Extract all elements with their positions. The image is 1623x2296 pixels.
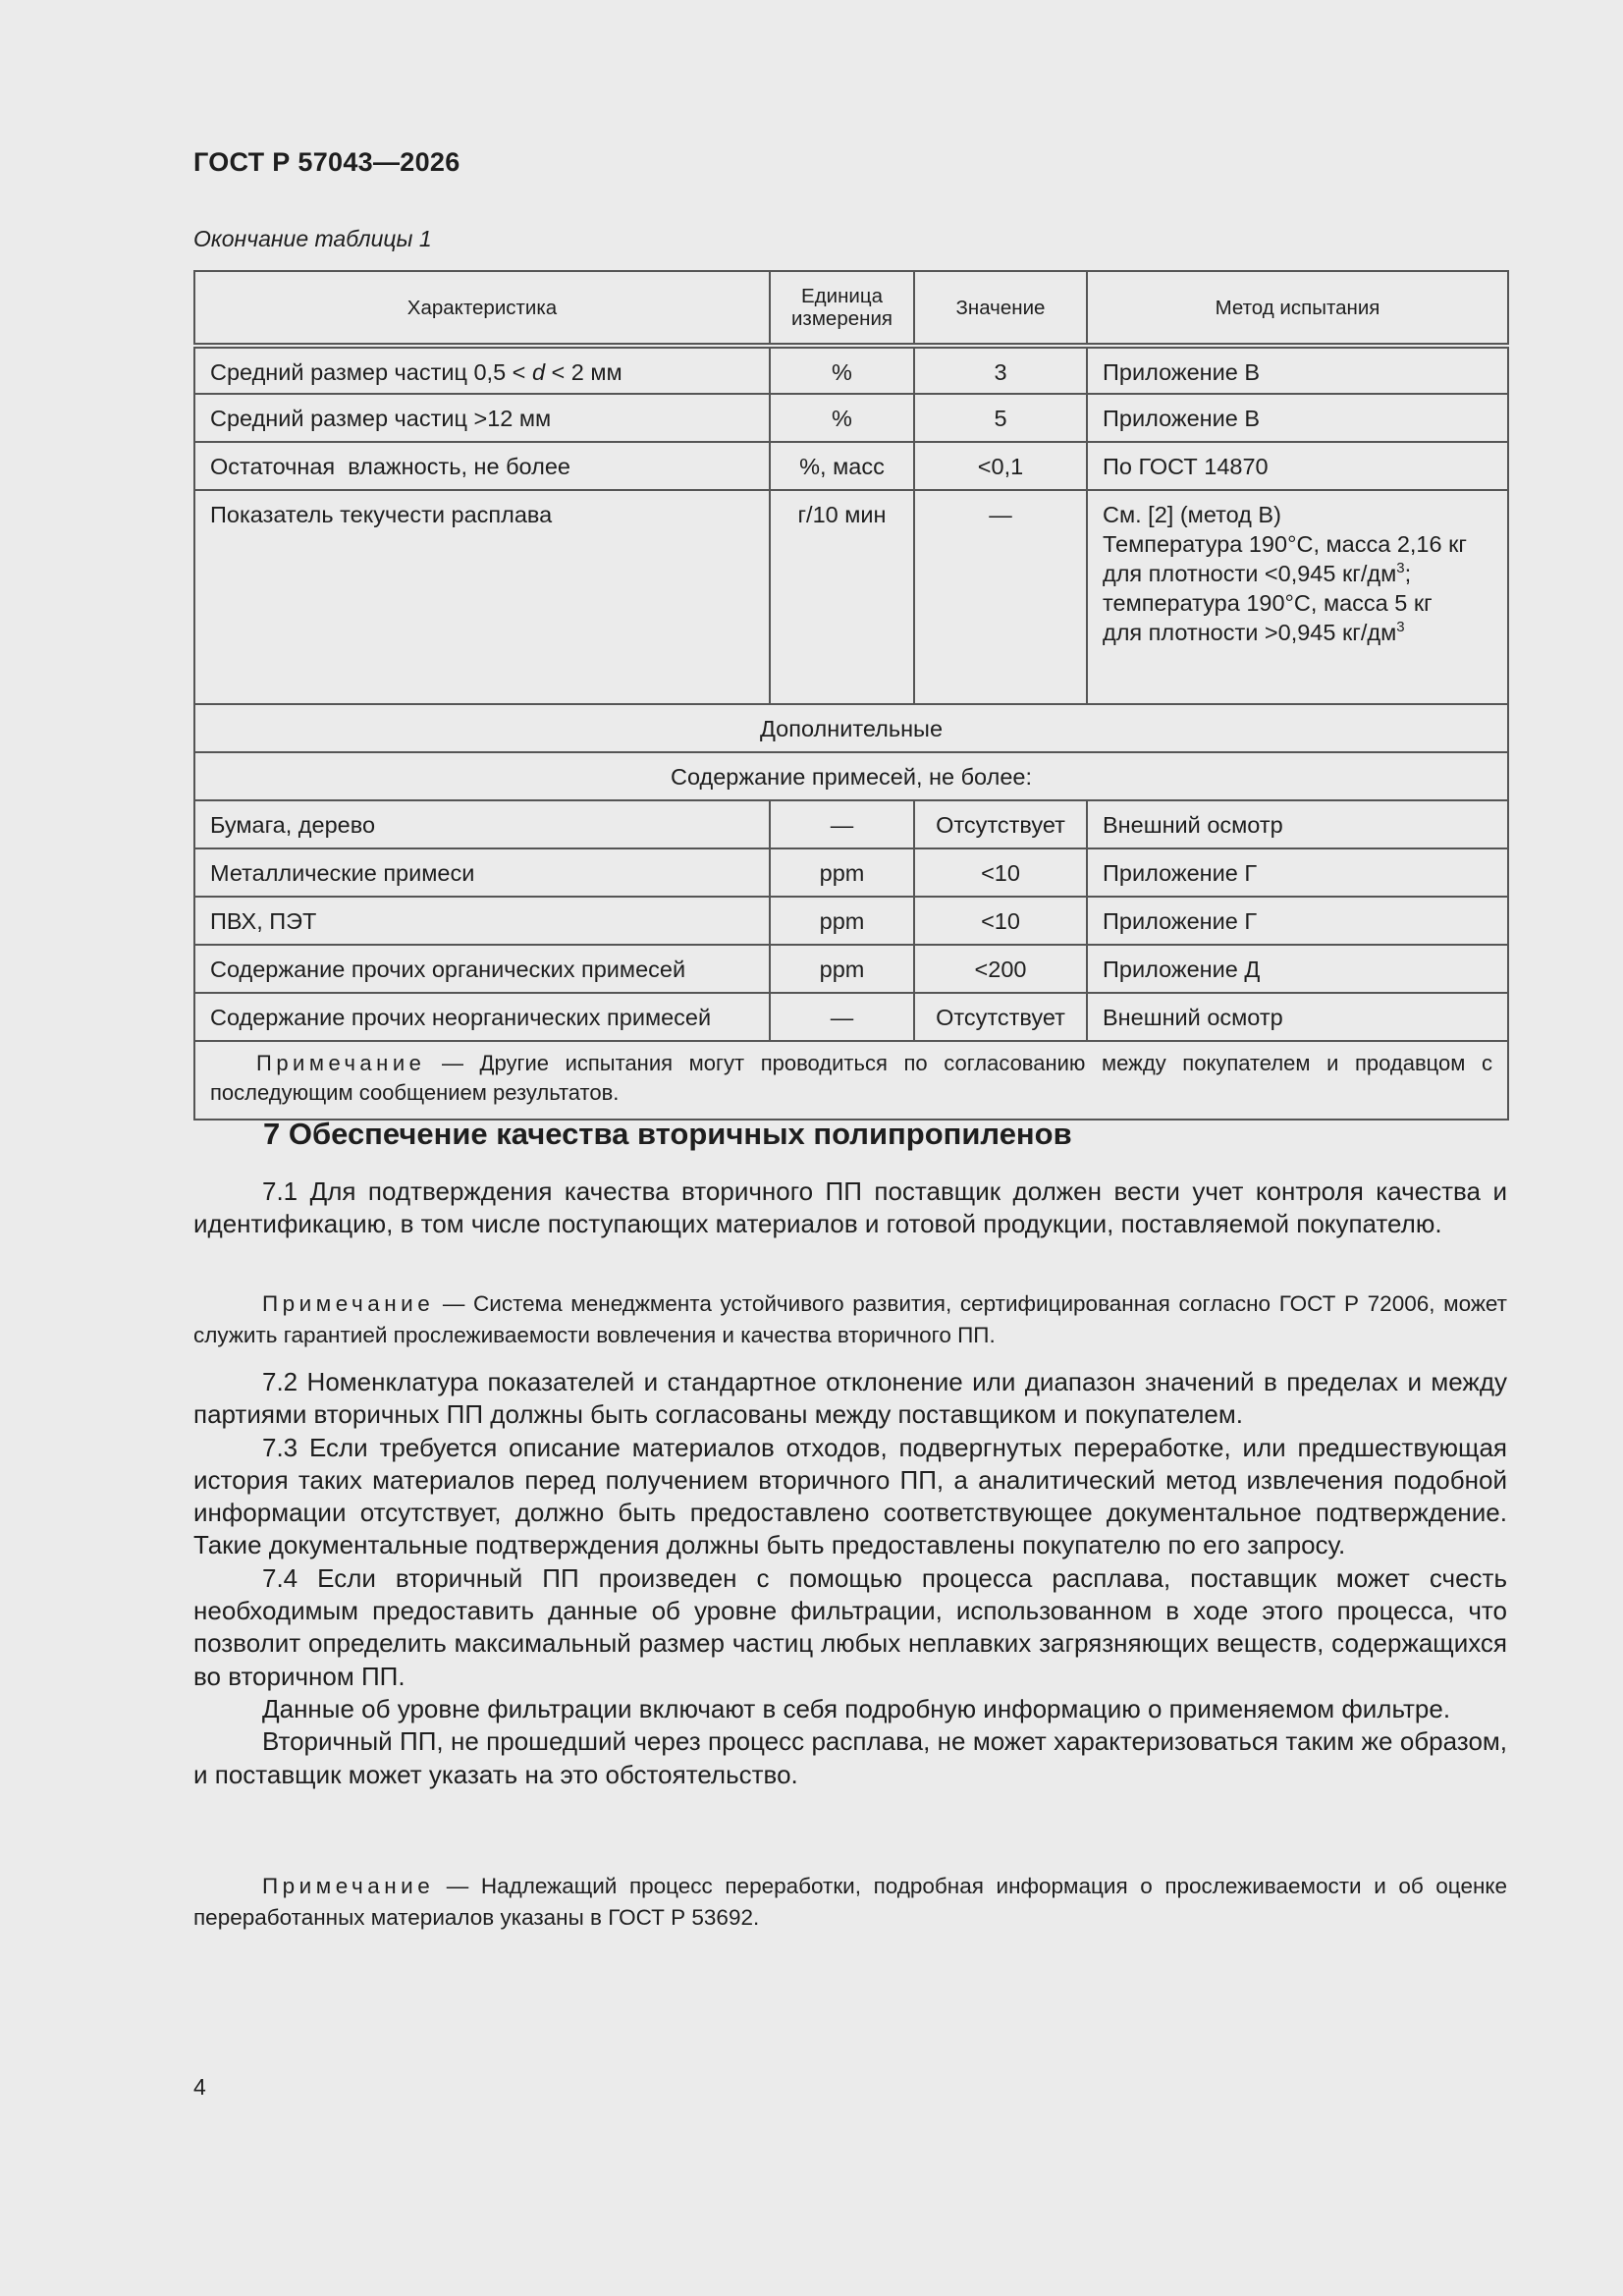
page-number: 4 [193, 2074, 206, 2100]
paragraph-7-2: 7.2 Номенклатура показателей и стандартное отклонение или диапазон значений в пределах и между партиями вторичных ПП должны быть согласованы между поставщиком и покупателем. [193, 1367, 1507, 1430]
paragraphs-7-2-to-7-4 [193, 1366, 1507, 1791]
paragraph-filter-data: Данные об уровне фильтрации включают в себя подробную информацию о применяемом фильтре. [262, 1693, 1451, 1723]
cell-method: Приложение Г [1087, 848, 1508, 897]
table-row [194, 394, 1508, 442]
col-header-characteristic: Характеристика [194, 271, 770, 346]
table-row [194, 490, 1508, 704]
note-label: Примечание [262, 1874, 435, 1898]
table-row [194, 704, 1508, 752]
table-row [194, 848, 1508, 897]
document-code: ГОСТ Р 57043—2026 [193, 147, 460, 177]
paragraph-non-melt: Вторичный ПП, не прошедший через процесс расплава, не может характеризоваться таким же образом, и поставщик может указать на это обстоятельство. [193, 1726, 1507, 1789]
col-header-method: Метод испытания [1087, 271, 1508, 346]
table-caption: Окончание таблицы 1 [193, 226, 432, 251]
table-row [194, 800, 1508, 848]
cell-value: <10 [914, 848, 1087, 897]
table-row [194, 945, 1508, 993]
table-header-row [194, 271, 1508, 346]
cell-unit: % [770, 394, 914, 442]
group-header-impurities: Содержание примесей, не более: [194, 752, 1508, 800]
section-title: 7 Обеспечение качества вторичных полипропиленов [263, 1117, 1072, 1151]
cell-unit: %, масс [770, 442, 914, 490]
cell-method: См. [2] (метод B) Температура 190°С, масса 2,16 кг для плотности <0,945 $кг/дм^3$; температура 190°С, масса 5 кг для плотности >0,945 $кг/дм^3$ [1087, 490, 1508, 704]
cell-method: Приложение Д [1087, 945, 1508, 993]
table-row [194, 346, 1508, 394]
cell-method: Внешний осмотр [1087, 800, 1508, 848]
cell-method: По ГОСТ 14870 [1087, 442, 1508, 490]
specification-table [193, 270, 1509, 1121]
cell-characteristic: Металлические примеси [194, 848, 770, 897]
cell-characteristic: Средний размер частиц 0,5 < d < 2 мм [194, 346, 770, 394]
cell-value: <0,1 [914, 442, 1087, 490]
paragraph-7-4: 7.4 Если вторичный ПП произведен с помощью процесса расплава, поставщик может счесть необходимым предоставить данные об уровне фильтрации, использованном в ходе этого процесса, что позволит определить максимальный размер частиц любых неплавких загрязняющих веществ, содержащихся во вторичном ПП. [193, 1562, 1507, 1691]
table-row [194, 752, 1508, 800]
cell-method: Внешний осмотр [1087, 993, 1508, 1041]
cell-characteristic: Средний размер частиц >12 мм [194, 394, 770, 442]
cell-characteristic: Показатель текучести расплава [194, 490, 770, 704]
paragraph-7-3: 7.3 Если требуется описание материалов отходов, подвергнутых переработке, или предшествующая история таких материалов перед получением вторичного ПП, а аналитический метод извлечения подобной информации отсутствует, должно быть предоставлено соответствующее документальное подтверждение. Такие документальные подтверждения должны быть предоставлены покупателю по его запросу. [193, 1432, 1507, 1560]
table-row [194, 993, 1508, 1041]
cell-unit: ppm [770, 945, 914, 993]
col-header-value: Значение [914, 271, 1087, 346]
cell-characteristic: Бумага, дерево [194, 800, 770, 848]
cell-unit: ppm [770, 897, 914, 945]
table-note [194, 1041, 1508, 1120]
cell-unit: % [770, 346, 914, 394]
note-label: Примечание [256, 1051, 426, 1075]
group-header-additional: Дополнительные [194, 704, 1508, 752]
cell-value: Отсутствует [914, 993, 1087, 1041]
table-row [194, 897, 1508, 945]
cell-unit: ppm [770, 848, 914, 897]
note-text: — Надлежащий процесс переработки, подробная информация о прослеживаемости и об оценке переработанных материалов указаны в ГОСТ Р 53692. [193, 1874, 1507, 1930]
note-7-1 [193, 1288, 1507, 1350]
cell-method: Приложение В [1087, 346, 1508, 394]
cell-characteristic: Остаточная влажность, не более [194, 442, 770, 490]
cell-characteristic: Содержание прочих неорганических примесей [194, 993, 770, 1041]
paragraph-7-1: 7.1 Для подтверждения качества вторичного ПП поставщик должен вести учет контроля качества и идентификацию, в том числе поступающих материалов и готовой продукции, поставляемой покупателю. [193, 1176, 1507, 1239]
note-text: — Другие испытания могут проводиться по согласованию между покупателем и продавцом с последующим сообщением результатов. [210, 1051, 1492, 1105]
cell-unit: г/10 мин [770, 490, 914, 704]
cell-value: <200 [914, 945, 1087, 993]
note-7-4 [193, 1871, 1507, 1933]
cell-value: — [914, 490, 1087, 704]
cell-method: Приложение Г [1087, 897, 1508, 945]
cell-characteristic: ПВХ, ПЭТ [194, 897, 770, 945]
cell-characteristic: Содержание прочих органических примесей [194, 945, 770, 993]
cell-unit: — [770, 800, 914, 848]
note-label: Примечание [262, 1291, 435, 1316]
cell-method: Приложение В [1087, 394, 1508, 442]
table-note-row [194, 1041, 1508, 1120]
note-text: — Система менеджмента устойчивого развития, сертифицированная согласно ГОСТ Р 72006, может служить гарантией прослеживаемости вовлечения и качества вторичного ПП. [193, 1291, 1507, 1347]
cell-value: 5 [914, 394, 1087, 442]
cell-value: <10 [914, 897, 1087, 945]
col-header-unit: Единица измерения [770, 271, 914, 346]
table-row [194, 442, 1508, 490]
cell-value: Отсутствует [914, 800, 1087, 848]
cell-value: 3 [914, 346, 1087, 394]
cell-unit: — [770, 993, 914, 1041]
